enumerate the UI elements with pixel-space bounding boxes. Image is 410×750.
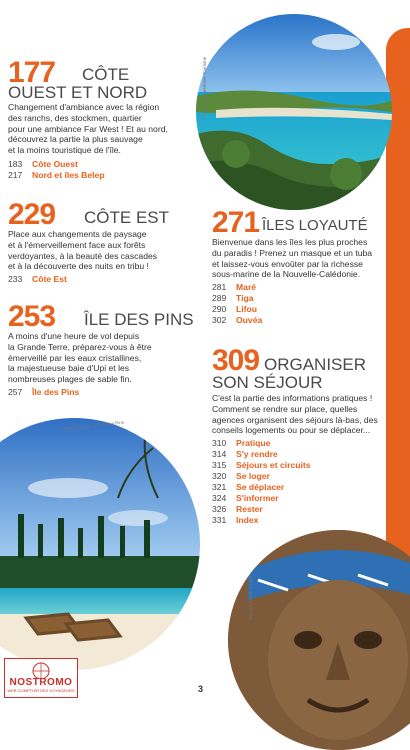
toc-link[interactable]: 289 Tiga: [212, 293, 254, 303]
top-photo-credit: © Nouvelle-Calédonie Tourisme: [202, 56, 207, 120]
logo-name: NOSTROMO: [9, 677, 73, 688]
section-271-title: ÎLES LOYAUTÉ: [262, 217, 368, 234]
section-177-links: [8, 159, 105, 181]
section-253-number: 253: [8, 300, 56, 333]
section-309-title-line2: SON SÉJOUR: [212, 373, 323, 392]
section-253-links: [8, 387, 79, 398]
section-309-text: C'est la partie des informations pratiques ! Comment se rendre sur place, quelles agences organisent des séjours là-bas, des conseils logements ou pour se déplacer...: [212, 393, 378, 436]
mask-photo-credit: Masque kanak sculpté: [248, 575, 253, 620]
page-number: 3: [198, 684, 204, 694]
section-229-links: [8, 274, 67, 285]
lagoon-photo: [196, 14, 392, 210]
toc-link[interactable]: 257 Île des Pins: [8, 387, 80, 397]
section-309-number: 309: [212, 344, 260, 377]
section-177-number: 177: [8, 56, 56, 89]
beach-photo: [0, 418, 200, 670]
toc-link[interactable]: 183 Côte Ouest: [8, 159, 78, 169]
mask-photo: [228, 530, 410, 750]
section-177-title-line2: OUEST ET NORD: [8, 83, 148, 102]
section-271-number: 271: [212, 206, 260, 239]
toc-link[interactable]: 331 Index: [212, 515, 259, 525]
toc-link[interactable]: 324 S'informer: [212, 493, 279, 503]
section-253-title: ÎLE DES PINS: [84, 310, 194, 329]
toc-link[interactable]: 320 Se loger: [212, 471, 270, 481]
section-229-number: 229: [8, 198, 56, 231]
nostromo-logo[interactable]: [4, 658, 78, 698]
toc-link[interactable]: 310 Pratique: [212, 438, 271, 448]
section-253-text: A moins d'une heure de vol depuis la Grande Terre, préparez-vous à être émerveillé par les eaux cristallines, la majestueuse baie d'Upi et les nombreuses plages de sable fin.: [8, 331, 152, 385]
globe-icon: [5, 659, 77, 679]
section-177-text: Changement d'ambiance avec la région des ranchs, des stockmen, quartier pour une ambiance Far West ! Et au nord, découvrez la partie la plus sauvage et la moins touristique de l'île.: [8, 102, 168, 156]
section-271-links: [212, 282, 262, 326]
toc-link[interactable]: 217 Nord et îles Belep: [8, 170, 105, 180]
section-229-text: Place aux changements de paysage et à l'émerveillement face aux forêts verdoyantes, à la beauté des cascades et à la découverte des nuits en tribu !: [8, 229, 158, 272]
section-229-title: CÔTE EST: [84, 208, 170, 227]
logo-tagline: WEB COMPTOIR DES VOYAGEURS: [7, 688, 75, 693]
toc-link[interactable]: 281 Maré: [212, 282, 257, 292]
toc-link[interactable]: 321 Se déplacer: [212, 482, 285, 492]
section-271-text: Bienvenue dans les îles les plus proches du paradis ! Prenez un masque et un tuba et laissez-vous envoûter par la richesse sous-marine de la Nouvelle-Calédonie.: [212, 237, 373, 280]
section-309-title-line1: ORGANISER: [264, 355, 367, 374]
toc-link[interactable]: 326 Rester: [212, 504, 263, 514]
toc-link[interactable]: 233 Côte Est: [8, 274, 67, 284]
toc-link[interactable]: 290 Lifou: [212, 304, 257, 314]
beach-photo-credit: Plage de Kuto sur l'île des Pins: [61, 419, 125, 432]
toc-link[interactable]: 302 Ouvéa: [212, 315, 263, 325]
toc-link[interactable]: 314 S'y rendre: [212, 449, 278, 459]
section-309-links: [212, 438, 311, 526]
section-177-title-line1: CÔTE: [82, 65, 130, 84]
toc-link[interactable]: 315 Séjours et circuits: [212, 460, 311, 470]
